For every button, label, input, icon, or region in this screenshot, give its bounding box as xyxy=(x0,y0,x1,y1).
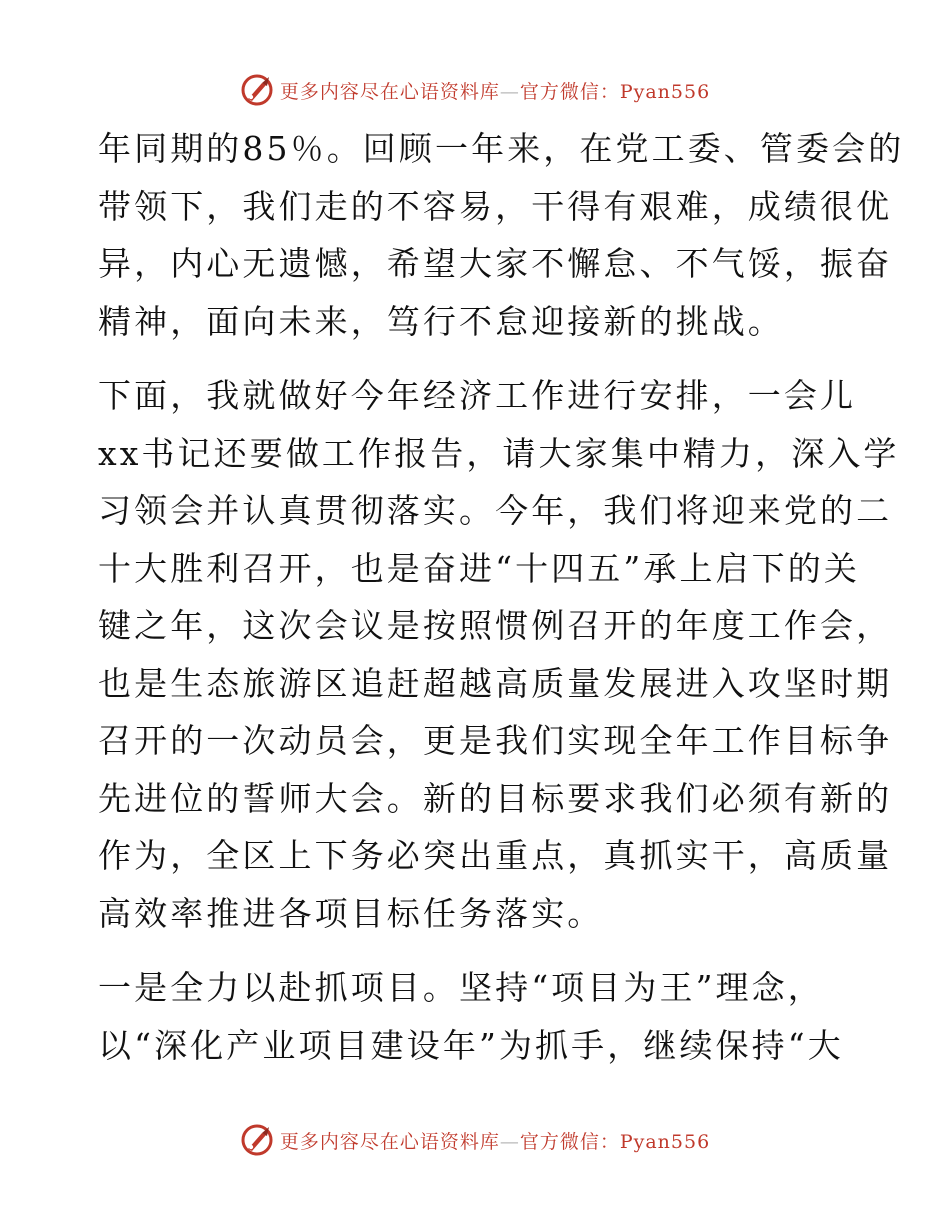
text-line: 年同期的85％。回顾一年来，在党工委、管委会的 xyxy=(98,129,905,168)
text-line: 也是生态旅游区追赶超越高质量发展进入攻坚时期 xyxy=(98,663,893,703)
text-line: 十大胜利召开，也是奋进“十四五”承上启下的关 xyxy=(98,548,860,588)
quill-logo-icon xyxy=(240,1123,274,1157)
paragraph xyxy=(98,120,905,350)
paragraph xyxy=(98,959,858,1074)
text-line: xx书记还要做工作报告，请大家集中精力，深入学 xyxy=(98,433,900,473)
text-line: 键之年，这次会议是按照惯例召开的年度工作会， xyxy=(98,606,893,645)
text-line: 作为，全区上下务必突出重点，真抓实干，高质量 xyxy=(98,836,893,875)
banner-text xyxy=(280,1127,710,1154)
paragraph xyxy=(98,367,900,942)
text-line: 异，内心无遗憾，希望大家不懈怠、不气馁，振奋 xyxy=(98,244,893,283)
banner-dash: — xyxy=(499,80,520,103)
footer-banner xyxy=(0,1120,950,1160)
text-line: 带领下，我们走的不容易，干得有艰难，成绩很优 xyxy=(98,186,893,226)
header-banner xyxy=(0,70,950,110)
banner-wechat: 官方微信：Pyan556 xyxy=(519,1130,711,1153)
text-line: 一是全力以赴抓项目。坚持“项目为王”理念， xyxy=(98,968,824,1007)
banner-wechat: 官方微信：Pyan556 xyxy=(519,80,711,103)
text-line: 习领会并认真贯彻落实。今年，我们将迎来党的二 xyxy=(98,491,893,530)
quill-logo-icon xyxy=(240,73,274,107)
banner-site-name: 更多内容尽在心语资料库 xyxy=(279,80,500,103)
banner-site-name: 更多内容尽在心语资料库 xyxy=(279,1130,500,1153)
document-body xyxy=(98,120,905,1074)
text-line: 以“深化产业项目建设年”为抓手，继续保持“大 xyxy=(98,1025,844,1065)
text-line: 高效率推进各项目标任务落实。 xyxy=(98,893,604,933)
banner-dash: — xyxy=(499,1130,520,1153)
banner-text xyxy=(280,77,710,104)
text-line: 先进位的誓师大会。新的目标要求我们必须有新的 xyxy=(98,778,893,818)
text-line: 下面，我就做好今年经济工作进行安排，一会儿 xyxy=(98,376,857,415)
text-line: 精神，面向未来，笃行不怠迎接新的挑战。 xyxy=(98,301,784,341)
text-line: 召开的一次动员会，更是我们实现全年工作目标争 xyxy=(98,721,893,760)
